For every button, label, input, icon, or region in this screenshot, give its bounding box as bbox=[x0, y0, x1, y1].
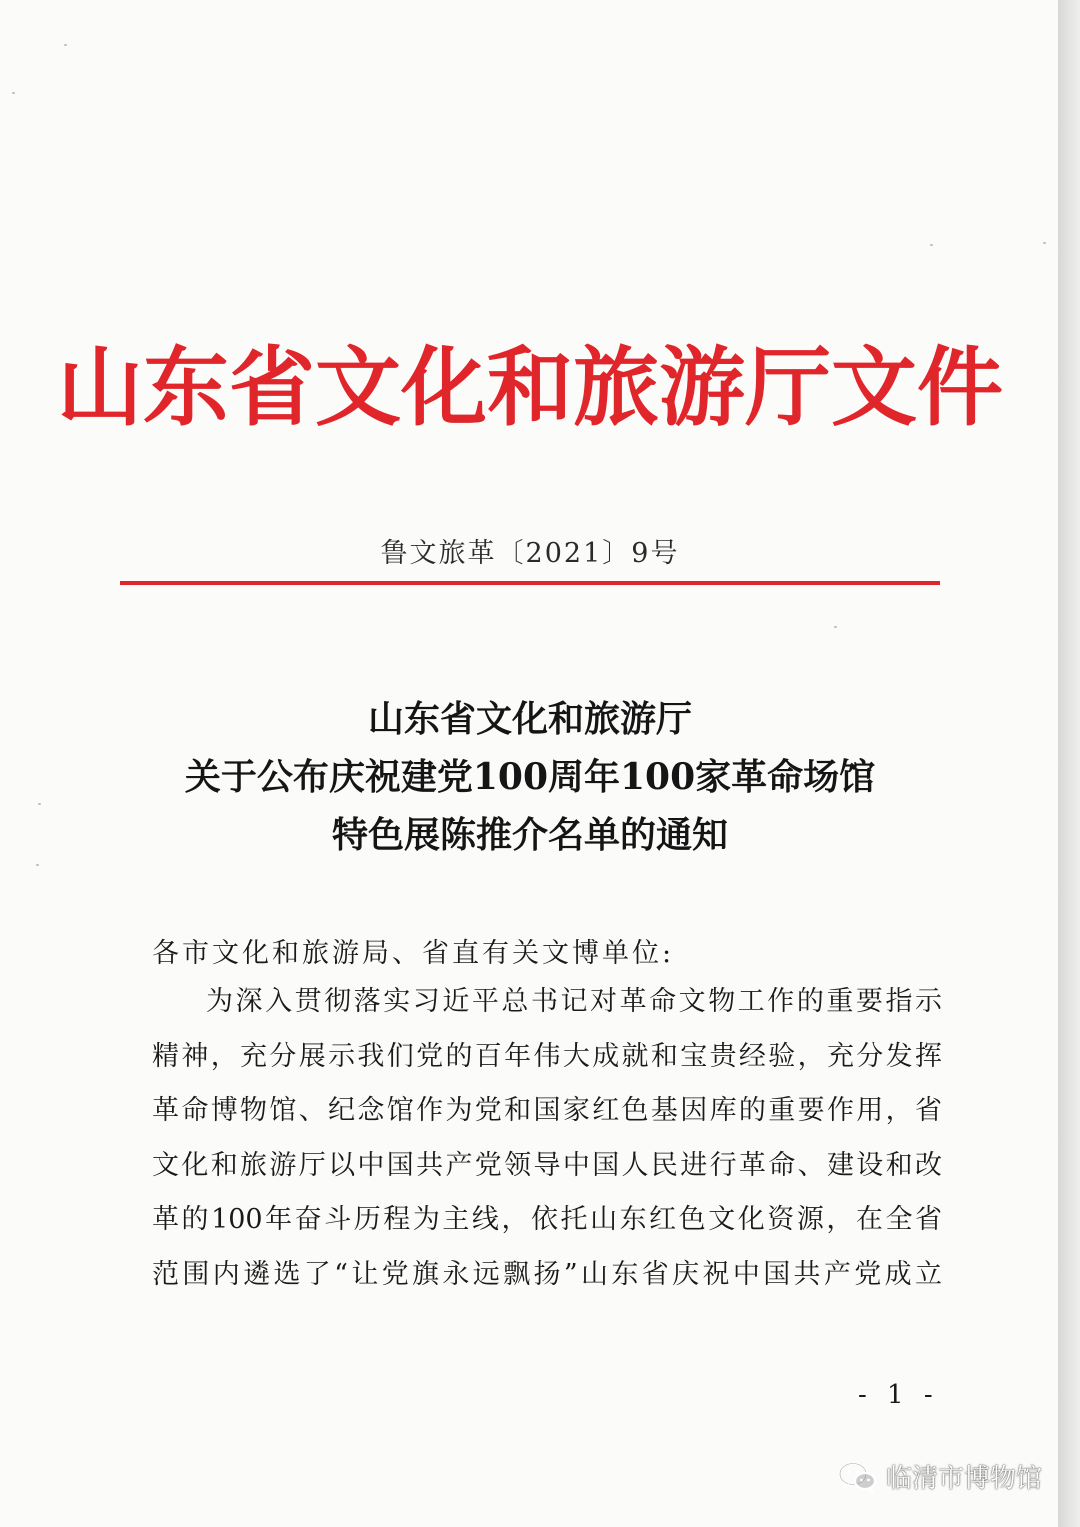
title-line: 特色展陈推介名单的通知 bbox=[331, 814, 728, 856]
red-separator-line bbox=[120, 581, 940, 585]
document-masthead: 山东省文化和旅游厅文件 bbox=[57, 337, 1003, 438]
body-line: 革的100年奋斗历程为主线，依托山东红色文化资源，在全省 bbox=[152, 1204, 942, 1235]
wechat-icon bbox=[838, 1461, 878, 1493]
body-line: 为深入贯彻落实习近平总书记对革命文物工作的重要指示 bbox=[206, 986, 942, 1017]
body-line: 精神，充分展示我们党的百年伟大成就和宝贵经验，充分发挥 bbox=[152, 1040, 942, 1072]
page-number: - 1 - bbox=[858, 1380, 939, 1410]
paper-speck bbox=[930, 244, 933, 246]
paper-speck bbox=[36, 864, 39, 866]
title-line: 山东省文化和旅游厅 bbox=[367, 698, 692, 740]
body-line: 文化和旅游厅以中国共产党领导中国人民进行革命、建设和改 bbox=[152, 1149, 942, 1181]
body-line: 革命博物馆、纪念馆作为党和国家红色基因库的重要作用，省 bbox=[152, 1095, 942, 1126]
body-paragraph bbox=[152, 975, 942, 1302]
notice-title bbox=[0, 690, 1060, 864]
paper-speck bbox=[64, 44, 67, 46]
document-number: 鲁文旅革〔2021〕9号 bbox=[380, 538, 680, 569]
source-watermark bbox=[838, 1458, 1042, 1495]
watermark-text: 临清市博物馆 bbox=[886, 1464, 1043, 1494]
salutation: 各市文化和旅游局、省直有关文博单位: bbox=[152, 938, 675, 969]
title-line: 关于公布庆祝建党100周年100家革命场馆 bbox=[184, 756, 876, 798]
paper-speck bbox=[12, 92, 15, 94]
paper-speck bbox=[834, 626, 837, 628]
page-edge-shadow bbox=[1058, 0, 1080, 1527]
body-line: 范围内遴选了“让党旗永远飘扬”山东省庆祝中国共产党成立 bbox=[152, 1258, 942, 1290]
paper-speck bbox=[1043, 242, 1046, 244]
